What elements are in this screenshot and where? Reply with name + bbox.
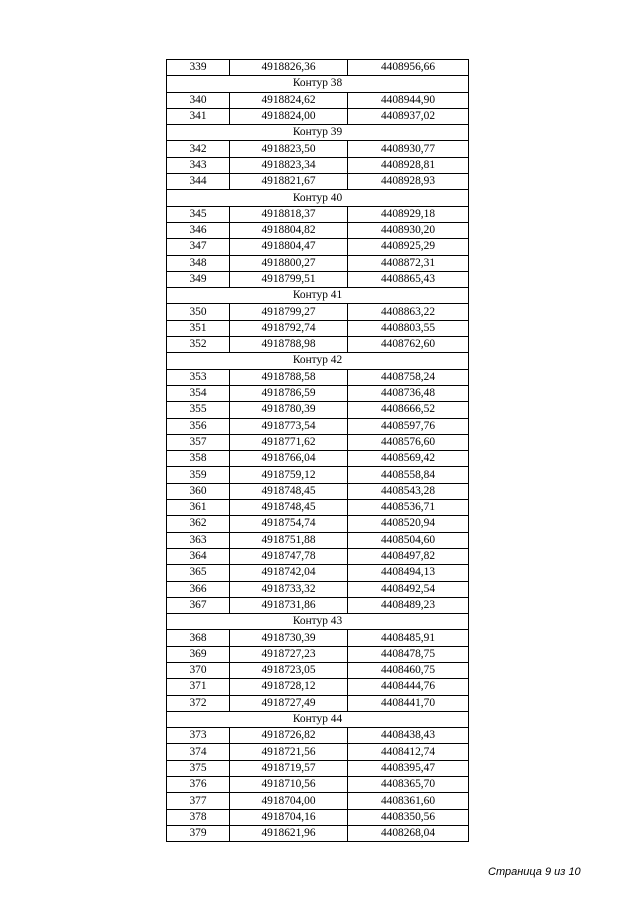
point-row xyxy=(167,532,469,548)
point-number-cell: 371 xyxy=(167,679,230,695)
x-coordinate-cell: 4918730,39 xyxy=(230,630,348,646)
x-coordinate-cell: 4918773,54 xyxy=(230,418,348,434)
point-row xyxy=(167,434,469,450)
x-coordinate-cell: 4918788,58 xyxy=(230,369,348,385)
x-coordinate-cell: 4918727,23 xyxy=(230,646,348,662)
x-coordinate-cell: 4918748,45 xyxy=(230,483,348,499)
y-coordinate-cell: 4408956,66 xyxy=(348,60,469,76)
point-number-cell: 342 xyxy=(167,141,230,157)
x-coordinate-cell: 4918824,00 xyxy=(230,108,348,124)
y-coordinate-cell: 4408497,82 xyxy=(348,548,469,564)
y-coordinate-cell: 4408944,90 xyxy=(348,92,469,108)
y-coordinate-cell: 4408361,60 xyxy=(348,793,469,809)
point-row xyxy=(167,777,469,793)
x-coordinate-cell: 4918704,00 xyxy=(230,793,348,809)
x-coordinate-cell: 4918799,51 xyxy=(230,271,348,287)
x-coordinate-cell: 4918754,74 xyxy=(230,516,348,532)
point-row xyxy=(167,760,469,776)
point-row xyxy=(167,793,469,809)
point-row xyxy=(167,825,469,841)
point-number-cell: 353 xyxy=(167,369,230,385)
x-coordinate-cell: 4918823,34 xyxy=(230,157,348,173)
x-coordinate-cell: 4918826,36 xyxy=(230,60,348,76)
point-number-cell: 352 xyxy=(167,337,230,353)
y-coordinate-cell: 4408489,23 xyxy=(348,597,469,613)
x-coordinate-cell: 4918771,62 xyxy=(230,434,348,450)
y-coordinate-cell: 4408268,04 xyxy=(348,825,469,841)
point-row xyxy=(167,157,469,173)
point-number-cell: 343 xyxy=(167,157,230,173)
y-coordinate-cell: 4408803,55 xyxy=(348,320,469,336)
point-row xyxy=(167,369,469,385)
x-coordinate-cell: 4918804,47 xyxy=(230,239,348,255)
point-number-cell: 369 xyxy=(167,646,230,662)
point-row xyxy=(167,500,469,516)
y-coordinate-cell: 4408736,48 xyxy=(348,385,469,401)
point-row xyxy=(167,206,469,222)
point-row xyxy=(167,548,469,564)
point-row xyxy=(167,467,469,483)
point-row xyxy=(167,92,469,108)
x-coordinate-cell: 4918821,67 xyxy=(230,174,348,190)
x-coordinate-cell: 4918742,04 xyxy=(230,565,348,581)
y-coordinate-cell: 4408460,75 xyxy=(348,662,469,678)
point-number-cell: 365 xyxy=(167,565,230,581)
x-coordinate-cell: 4918800,27 xyxy=(230,255,348,271)
point-number-cell: 350 xyxy=(167,304,230,320)
point-number-cell: 357 xyxy=(167,434,230,450)
point-row xyxy=(167,646,469,662)
y-coordinate-cell: 4408666,52 xyxy=(348,402,469,418)
coordinates-table-body xyxy=(167,60,469,842)
point-number-cell: 379 xyxy=(167,825,230,841)
y-coordinate-cell: 4408930,20 xyxy=(348,222,469,238)
x-coordinate-cell: 4918721,56 xyxy=(230,744,348,760)
point-row xyxy=(167,60,469,76)
point-row xyxy=(167,402,469,418)
x-coordinate-cell: 4918751,88 xyxy=(230,532,348,548)
point-number-cell: 358 xyxy=(167,451,230,467)
point-number-cell: 356 xyxy=(167,418,230,434)
x-coordinate-cell: 4918621,96 xyxy=(230,825,348,841)
point-row xyxy=(167,679,469,695)
point-number-cell: 366 xyxy=(167,581,230,597)
contour-label: Контур 41 xyxy=(167,288,469,304)
point-row xyxy=(167,516,469,532)
point-number-cell: 370 xyxy=(167,662,230,678)
point-row xyxy=(167,695,469,711)
point-number-cell: 364 xyxy=(167,548,230,564)
y-coordinate-cell: 4408569,42 xyxy=(348,451,469,467)
y-coordinate-cell: 4408543,28 xyxy=(348,483,469,499)
point-number-cell: 377 xyxy=(167,793,230,809)
y-coordinate-cell: 4408762,60 xyxy=(348,337,469,353)
point-number-cell: 361 xyxy=(167,500,230,516)
y-coordinate-cell: 4408494,13 xyxy=(348,565,469,581)
x-coordinate-cell: 4918733,32 xyxy=(230,581,348,597)
point-row xyxy=(167,271,469,287)
y-coordinate-cell: 4408504,60 xyxy=(348,532,469,548)
page-number: Страница 9 из 10 xyxy=(488,866,581,878)
contour-header-row xyxy=(167,125,469,141)
y-coordinate-cell: 4408536,71 xyxy=(348,500,469,516)
point-row xyxy=(167,108,469,124)
coordinates-table xyxy=(166,59,469,842)
x-coordinate-cell: 4918759,12 xyxy=(230,467,348,483)
point-row xyxy=(167,565,469,581)
x-coordinate-cell: 4918786,59 xyxy=(230,385,348,401)
point-number-cell: 347 xyxy=(167,239,230,255)
y-coordinate-cell: 4408478,75 xyxy=(348,646,469,662)
x-coordinate-cell: 4918723,05 xyxy=(230,662,348,678)
x-coordinate-cell: 4918727,49 xyxy=(230,695,348,711)
y-coordinate-cell: 4408863,22 xyxy=(348,304,469,320)
point-row xyxy=(167,418,469,434)
y-coordinate-cell: 4408350,56 xyxy=(348,809,469,825)
x-coordinate-cell: 4918804,82 xyxy=(230,222,348,238)
point-number-cell: 346 xyxy=(167,222,230,238)
point-number-cell: 378 xyxy=(167,809,230,825)
x-coordinate-cell: 4918799,27 xyxy=(230,304,348,320)
point-number-cell: 341 xyxy=(167,108,230,124)
y-coordinate-cell: 4408930,77 xyxy=(348,141,469,157)
point-row xyxy=(167,239,469,255)
contour-header-row xyxy=(167,288,469,304)
y-coordinate-cell: 4408438,43 xyxy=(348,728,469,744)
contour-label: Контур 38 xyxy=(167,76,469,92)
point-number-cell: 348 xyxy=(167,255,230,271)
point-row xyxy=(167,483,469,499)
point-number-cell: 340 xyxy=(167,92,230,108)
point-number-cell: 363 xyxy=(167,532,230,548)
point-number-cell: 349 xyxy=(167,271,230,287)
y-coordinate-cell: 4408441,70 xyxy=(348,695,469,711)
point-number-cell: 355 xyxy=(167,402,230,418)
y-coordinate-cell: 4408365,70 xyxy=(348,777,469,793)
point-number-cell: 376 xyxy=(167,777,230,793)
x-coordinate-cell: 4918726,82 xyxy=(230,728,348,744)
point-number-cell: 345 xyxy=(167,206,230,222)
y-coordinate-cell: 4408929,18 xyxy=(348,206,469,222)
contour-header-row xyxy=(167,614,469,630)
point-row xyxy=(167,255,469,271)
point-number-cell: 351 xyxy=(167,320,230,336)
x-coordinate-cell: 4918823,50 xyxy=(230,141,348,157)
point-row xyxy=(167,597,469,613)
y-coordinate-cell: 4408520,94 xyxy=(348,516,469,532)
x-coordinate-cell: 4918747,78 xyxy=(230,548,348,564)
y-coordinate-cell: 4408576,60 xyxy=(348,434,469,450)
point-row xyxy=(167,630,469,646)
x-coordinate-cell: 4918728,12 xyxy=(230,679,348,695)
y-coordinate-cell: 4408558,84 xyxy=(348,467,469,483)
contour-label: Контур 43 xyxy=(167,614,469,630)
x-coordinate-cell: 4918704,16 xyxy=(230,809,348,825)
y-coordinate-cell: 4408937,02 xyxy=(348,108,469,124)
y-coordinate-cell: 4408865,43 xyxy=(348,271,469,287)
contour-header-row xyxy=(167,190,469,206)
point-row xyxy=(167,320,469,336)
point-number-cell: 374 xyxy=(167,744,230,760)
point-number-cell: 344 xyxy=(167,174,230,190)
x-coordinate-cell: 4918818,37 xyxy=(230,206,348,222)
y-coordinate-cell: 4408758,24 xyxy=(348,369,469,385)
y-coordinate-cell: 4408872,31 xyxy=(348,255,469,271)
point-row xyxy=(167,385,469,401)
y-coordinate-cell: 4408928,81 xyxy=(348,157,469,173)
x-coordinate-cell: 4918824,62 xyxy=(230,92,348,108)
y-coordinate-cell: 4408925,29 xyxy=(348,239,469,255)
x-coordinate-cell: 4918766,04 xyxy=(230,451,348,467)
contour-header-row xyxy=(167,353,469,369)
point-number-cell: 354 xyxy=(167,385,230,401)
contour-label: Контур 39 xyxy=(167,125,469,141)
point-number-cell: 339 xyxy=(167,60,230,76)
point-number-cell: 373 xyxy=(167,728,230,744)
contour-header-row xyxy=(167,711,469,727)
point-number-cell: 375 xyxy=(167,760,230,776)
point-row xyxy=(167,141,469,157)
y-coordinate-cell: 4408928,93 xyxy=(348,174,469,190)
contour-label: Контур 40 xyxy=(167,190,469,206)
point-row xyxy=(167,174,469,190)
contour-header-row xyxy=(167,76,469,92)
x-coordinate-cell: 4918788,98 xyxy=(230,337,348,353)
point-number-cell: 368 xyxy=(167,630,230,646)
y-coordinate-cell: 4408395,47 xyxy=(348,760,469,776)
point-row xyxy=(167,451,469,467)
y-coordinate-cell: 4408597,76 xyxy=(348,418,469,434)
y-coordinate-cell: 4408492,54 xyxy=(348,581,469,597)
x-coordinate-cell: 4918719,57 xyxy=(230,760,348,776)
point-number-cell: 359 xyxy=(167,467,230,483)
x-coordinate-cell: 4918792,74 xyxy=(230,320,348,336)
x-coordinate-cell: 4918748,45 xyxy=(230,500,348,516)
y-coordinate-cell: 4408444,76 xyxy=(348,679,469,695)
point-row xyxy=(167,744,469,760)
point-number-cell: 362 xyxy=(167,516,230,532)
point-row xyxy=(167,809,469,825)
x-coordinate-cell: 4918731,86 xyxy=(230,597,348,613)
x-coordinate-cell: 4918710,56 xyxy=(230,777,348,793)
point-row xyxy=(167,304,469,320)
point-row xyxy=(167,222,469,238)
point-number-cell: 360 xyxy=(167,483,230,499)
contour-label: Контур 44 xyxy=(167,711,469,727)
y-coordinate-cell: 4408412,74 xyxy=(348,744,469,760)
y-coordinate-cell: 4408485,91 xyxy=(348,630,469,646)
contour-label: Контур 42 xyxy=(167,353,469,369)
point-row xyxy=(167,728,469,744)
point-row xyxy=(167,662,469,678)
x-coordinate-cell: 4918780,39 xyxy=(230,402,348,418)
point-row xyxy=(167,337,469,353)
point-row xyxy=(167,581,469,597)
point-number-cell: 367 xyxy=(167,597,230,613)
point-number-cell: 372 xyxy=(167,695,230,711)
